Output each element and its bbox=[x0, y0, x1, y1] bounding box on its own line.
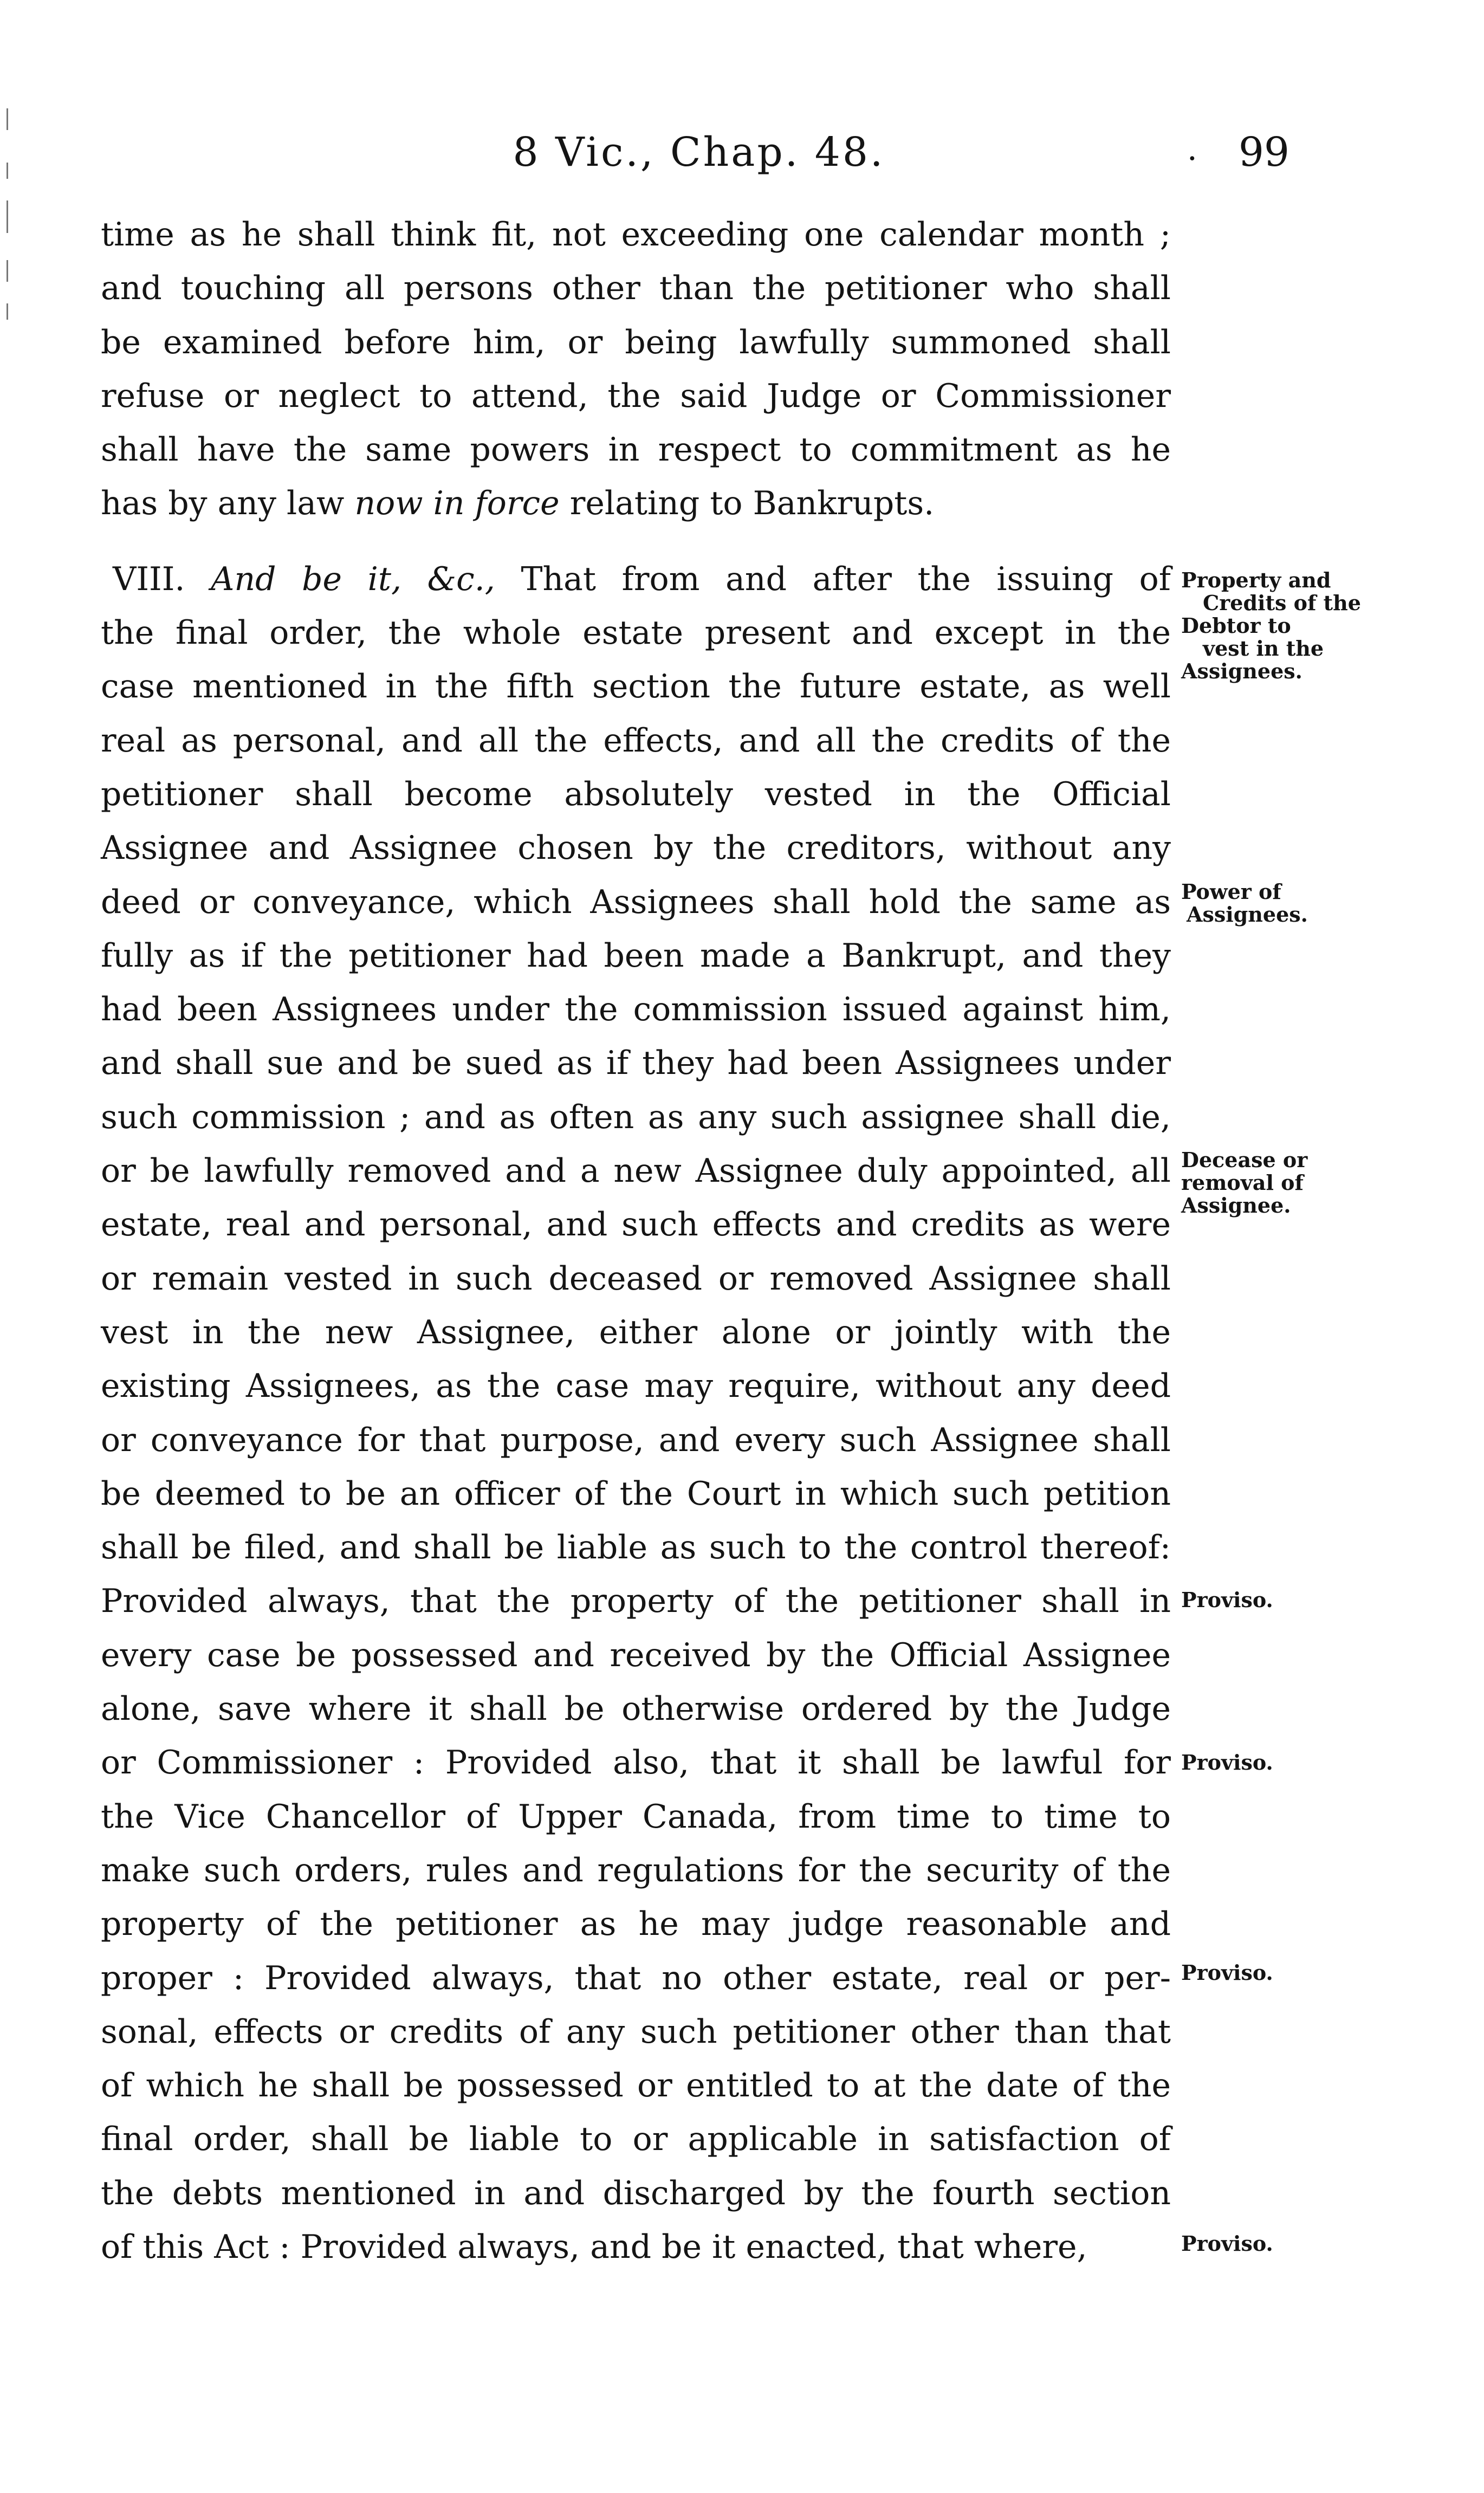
text-line: of this Act : Provided always, and be it enacted, that where, bbox=[101, 2227, 1087, 2266]
text-line: final order, shall be liable to or applicable in satisfaction of bbox=[101, 2120, 1171, 2159]
text-line: and shall sue and be sued as if they had been Assignees under bbox=[101, 1044, 1171, 1083]
text-line: or be lawfully removed and a new Assignee duly appointed, all bbox=[101, 1152, 1171, 1190]
margin-note-proviso bbox=[1181, 1961, 1376, 1984]
margin-note-line: Credits of the bbox=[1203, 591, 1361, 615]
margin-note-proviso bbox=[1181, 2232, 1376, 2255]
margin-note-line: Proviso. bbox=[1181, 1750, 1273, 1775]
text-line: existing Assignees, as the case may require, without any deed bbox=[101, 1367, 1171, 1406]
text-run: That from and after the issuing of bbox=[495, 560, 1171, 598]
scan-edge-mark bbox=[7, 200, 8, 233]
body-text bbox=[101, 208, 1171, 2274]
text-line: or Commissioner : Provided also, that it shall be lawful for bbox=[101, 1744, 1171, 1782]
text-line: make such orders, rules and regulations for the security of the bbox=[101, 1851, 1171, 1889]
paragraph-gap bbox=[101, 531, 1171, 553]
text-run: relating to Bankrupts. bbox=[559, 484, 935, 523]
scan-edge-mark bbox=[7, 108, 8, 130]
text-line: alone, save where it shall be otherwise ordered by the Judge bbox=[101, 1690, 1171, 1728]
text-line: sonal, effects or credits of any such petitioner other than that bbox=[101, 2012, 1171, 2051]
scan-edge-mark bbox=[7, 303, 8, 320]
margin-note-line: Debtor to bbox=[1181, 613, 1291, 638]
page-title: 8 Vic., Chap. 48. bbox=[513, 129, 885, 176]
page-dot: · bbox=[1187, 140, 1197, 178]
text-line: shall be filed, and shall be liable as such to the control thereof: bbox=[101, 1529, 1171, 1567]
text-run: has by any law bbox=[101, 484, 355, 523]
text-line: property of the petitioner as he may judge reasonable and bbox=[101, 1905, 1171, 1944]
text-line: and touching all persons other than the petitioner who shall bbox=[101, 269, 1171, 308]
text-line: Assignee and Assignee chosen by the creditors, without any bbox=[101, 829, 1171, 867]
text-line: be examined before him, or being lawfully summoned shall bbox=[101, 323, 1171, 361]
text-line: or conveyance for that purpose, and every such Assignee shall bbox=[101, 1421, 1171, 1459]
text-line: had been Assignees under the commission issued against him, bbox=[101, 990, 1171, 1029]
margin-note-line: Assignees. bbox=[1187, 902, 1308, 927]
text-line: the debts mentioned in and discharged by the fourth section bbox=[101, 2174, 1171, 2212]
text-line: shall have the same powers in respect to commitment as he bbox=[101, 431, 1171, 469]
text-line: real as personal, and all the effects, and all the credits of the bbox=[101, 721, 1171, 760]
running-head bbox=[108, 122, 1289, 182]
margin-note-line: removal of bbox=[1181, 1170, 1304, 1195]
text-line: fully as if the petitioner had been made a Bankrupt, and they bbox=[101, 936, 1171, 975]
margin-note-line: Decease or bbox=[1181, 1148, 1308, 1172]
margin-note-power bbox=[1181, 880, 1376, 926]
text-line: proper : Provided always, that no other estate, real or per- bbox=[101, 1959, 1171, 1997]
text-line: be deemed to be an officer of the Court in which such petition bbox=[101, 1474, 1171, 1513]
text-line: every case be possessed and received by the Official Assignee bbox=[101, 1636, 1171, 1674]
text-line: of which he shall be possessed or entitled to at the date of the bbox=[101, 2067, 1171, 2105]
margin-note-decease bbox=[1181, 1149, 1376, 1217]
scan-edge-mark bbox=[7, 163, 8, 179]
margin-note-proviso bbox=[1181, 1751, 1376, 1774]
section-heading-line bbox=[101, 553, 1171, 606]
margin-note-proviso bbox=[1181, 1589, 1376, 1611]
text-line: petitioner shall become absolutely vested in the Official bbox=[101, 775, 1171, 813]
scan-edge-mark bbox=[7, 260, 8, 282]
text-line: deed or conveyance, which Assignees shall hold the same as bbox=[101, 883, 1171, 921]
margin-note-line: Assignees. bbox=[1181, 659, 1302, 683]
text-line: refuse or neglect to attend, the said Judge or Commissioner bbox=[101, 377, 1171, 415]
text-line: case mentioned in the fifth section the future estate, as well bbox=[101, 668, 1171, 706]
margin-note-line: Assignee. bbox=[1181, 1193, 1291, 1218]
margin-note-line: Property and bbox=[1181, 568, 1331, 592]
text-line: Provided always, that the property of the petitioner shall in bbox=[101, 1582, 1171, 1621]
text-line: or remain vested in such deceased or removed Assignee shall bbox=[101, 1259, 1171, 1298]
text-line: estate, real and personal, and such effects and credits as were bbox=[101, 1206, 1171, 1244]
text-line: such commission ; and as often as any such assignee shall die, bbox=[101, 1098, 1171, 1136]
text-line bbox=[101, 477, 1171, 530]
text-line: the final order, the whole estate present and except in the bbox=[101, 614, 1171, 652]
margin-note-line: Proviso. bbox=[1181, 1588, 1273, 1612]
margin-note-line: Power of bbox=[1181, 879, 1281, 904]
text-run: VIII. bbox=[113, 560, 211, 598]
margin-note-property bbox=[1181, 569, 1376, 683]
italic-run: now in force bbox=[354, 484, 560, 523]
text-line: vest in the new Assignee, either alone or jointly with the bbox=[101, 1313, 1171, 1351]
margin-note-line: Proviso. bbox=[1181, 1960, 1273, 1985]
italic-run: And be it, &c., bbox=[211, 560, 495, 598]
margin-note-line: vest in the bbox=[1203, 636, 1324, 661]
page-number: 99 bbox=[1238, 129, 1289, 176]
margin-note-line: Proviso. bbox=[1181, 2231, 1273, 2256]
text-line: the Vice Chancellor of Upper Canada, from time to time to bbox=[101, 1797, 1171, 1836]
text-line: time as he shall think fit, not exceeding one calendar month ; bbox=[101, 216, 1171, 254]
